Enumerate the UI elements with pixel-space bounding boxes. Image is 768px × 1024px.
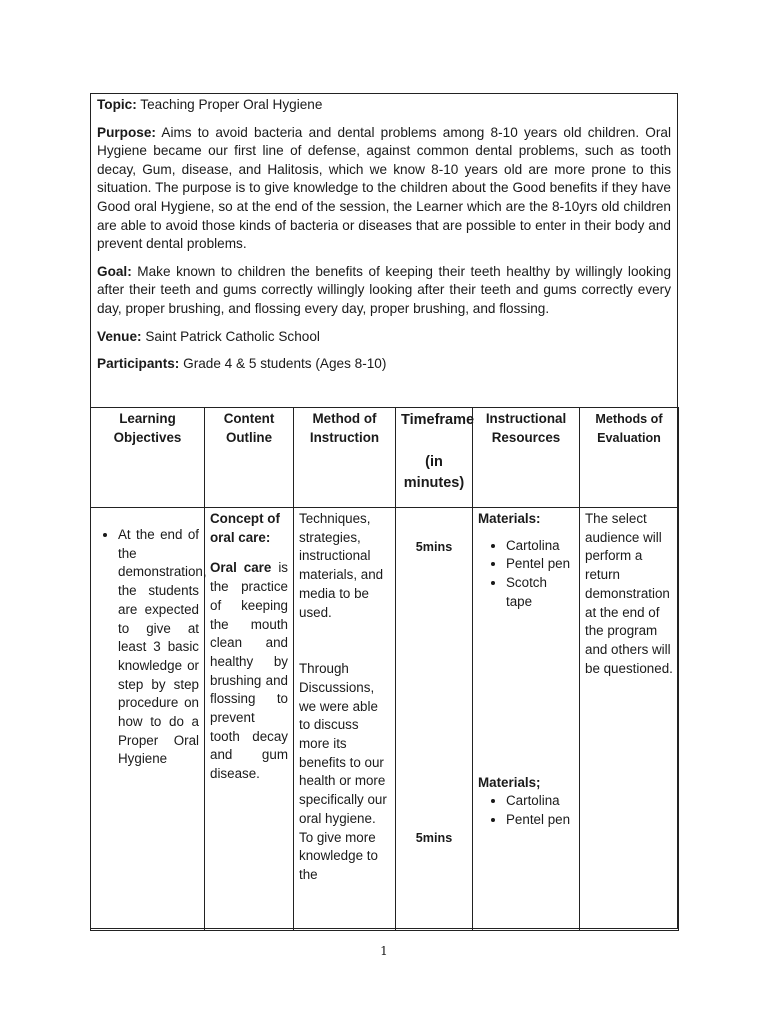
materials-2-label: Materials; <box>478 774 541 790</box>
list-item: • Pentel pen <box>506 555 574 574</box>
resources-cell <box>473 508 580 931</box>
goal-text: Make known to children the benefits of keeping their teeth healthy by willingly looking after their teeth and gums correctly willingly looking after their teeth and gums correctly every day, proper brushing, and flossing every day, proper brushing, and flossing. <box>97 263 671 316</box>
purpose-paragraph <box>97 124 671 254</box>
lesson-plan-table <box>90 407 679 931</box>
method-text-1: Techniques, strategies, instructional materials, and media to be used. <box>299 511 384 620</box>
goal-label: Goal: <box>97 263 132 279</box>
topic-line <box>97 96 671 115</box>
table-header-row <box>91 408 679 508</box>
goal-paragraph <box>97 263 671 319</box>
timeframe-label: Timeframe <box>401 412 475 428</box>
oral-care-definition <box>210 559 288 783</box>
timeframe-cell <box>396 508 473 931</box>
evaluation-cell <box>580 508 679 931</box>
timeframe-unit: (in minutes) <box>403 454 465 491</box>
time-1: 5mins <box>415 540 453 554</box>
oral-care-def: is the practice of keeping the mouth clean and healthy by brushing and flossing to prevent tooth decay and gum disease. <box>210 560 288 782</box>
purpose-text: Aims to avoid bacteria and dental problems among 8-10 years old children. Oral Hygiene became our first line of defense, against common dental problems, such as tooth decay, Gum, disease, and Halitosis, which we know 8-10 years old are more prone to this situation. The purpose is to give knowledge to the children about the Good benefits if they have Good oral Hygiene, so at the end of the session, the Learner which are the 8-10yrs old children are able to avoid those kinds of bacteria or diseases that are possible to enter in their body and prevent dental problems. <box>97 124 671 252</box>
col-header-content-outline: Content Outline <box>205 408 294 508</box>
col-header-method-of-instruction: Method of Instruction <box>294 408 396 508</box>
col-header-methods-of-evaluation: Methods of Evaluation <box>580 408 679 508</box>
header-block <box>91 94 677 374</box>
table-row <box>91 508 679 931</box>
objective-text: • At the end of the demonstration, the students are expected to give at least 3 basic knowledge or step by step procedure on how to do a Proper Oral Hygiene <box>118 526 199 769</box>
lesson-plan-sheet <box>90 93 678 929</box>
objective-cell <box>91 508 205 931</box>
topic-label: Topic: <box>97 97 137 112</box>
materials-1-list <box>484 537 574 612</box>
list-item: • Pentel pen <box>506 811 574 830</box>
evaluation-text: The select audience will perform a return demonstration at the end of the program and others will be questioned. <box>585 511 673 676</box>
method-text-2: Through Discussions, we were able to discuss more its benefits to our health or more specifically our oral hygiene. To give more knowledge to the <box>299 661 387 882</box>
participants-text: Grade 4 & 5 students (Ages 8-10) <box>183 356 387 372</box>
topic-text: Teaching Proper Oral Hygiene <box>140 97 323 112</box>
content-outline-cell <box>205 508 294 931</box>
col-header-timeframe <box>396 408 473 508</box>
page-number: 1 <box>380 944 388 958</box>
materials-2-list <box>484 792 574 829</box>
participants-label: Participants: <box>97 356 180 372</box>
concept-heading: Concept of oral care: <box>210 511 280 545</box>
time-2: 5mins <box>415 830 453 845</box>
list-item: • Scotch tape <box>506 574 574 611</box>
col-header-instructional-resources: Instructional Resources <box>473 408 580 508</box>
venue-line <box>97 328 671 347</box>
venue-label: Venue: <box>97 328 142 344</box>
method-cell <box>294 508 396 931</box>
col-header-learning-objectives: Learning Objectives <box>91 408 205 508</box>
oral-care-term: Oral care <box>210 560 272 576</box>
purpose-label: Purpose: <box>97 124 156 140</box>
participants-line <box>97 355 671 374</box>
venue-text: Saint Patrick Catholic School <box>145 328 320 344</box>
materials-1-label: Materials: <box>478 511 541 526</box>
list-item: • Cartolina <box>506 537 574 556</box>
list-item: • Cartolina <box>506 792 574 811</box>
